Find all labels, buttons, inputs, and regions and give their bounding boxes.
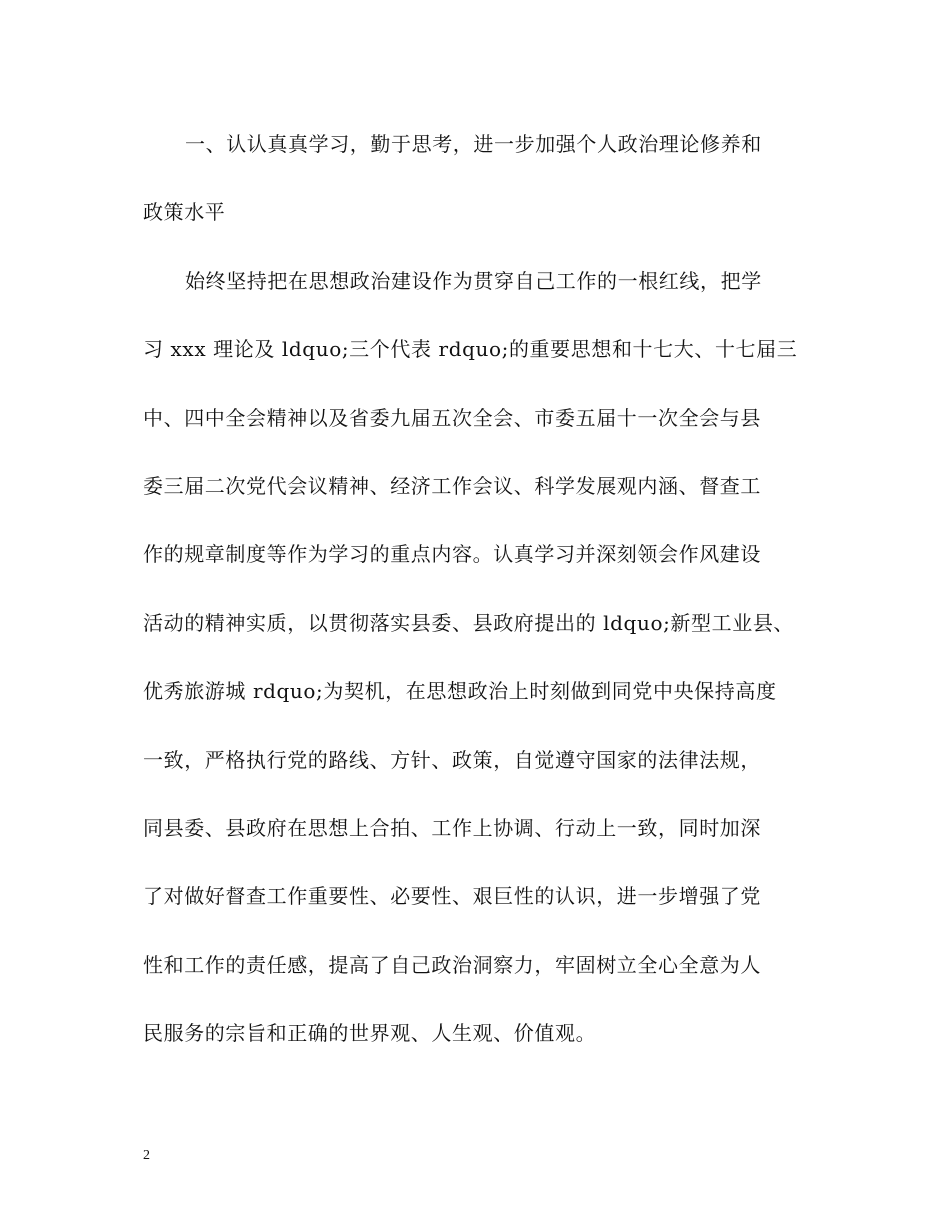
paragraph-line: 同县委、县政府在思想上合拍、工作上协调、行动上一致，同时加深 [143,815,761,840]
page-number: 2 [143,1148,150,1163]
section-heading-line-2: 政策水平 [143,200,226,225]
paragraph-line: 了对做好督查工作重要性、必要性、艰巨性的认识，进一步增强了党 [143,884,761,909]
paragraph-line: 习 xxx 理论及 ldquo;三个代表 rdquo;的重要思想和十七大、十七届三 [143,337,798,362]
section-heading-line-1: 一、认认真真学习，勤于思考，进一步加强个人政治理论修养和 [185,132,762,156]
paragraph-line: 委三届二次党代会议精神、经济工作会议、科学发展观内涵、督查工 [143,473,761,498]
paragraph-line: 作的规章制度等作为学习的重点内容。认真学习并深刻领会作风建设 [143,542,761,567]
paragraph-line: 始终坚持把在思想政治建设作为贯穿自己工作的一根红线，把学 [185,268,762,293]
body-text [143,120,823,1077]
paragraph-line: 民服务的宗旨和正确的世界观、人生观、价值观。 [143,1021,597,1046]
paragraph-line: 活动的精神实质，以贯彻落实县委、县政府提出的 ldquo;新型工业县、 [143,610,795,635]
paragraph-line: 一致，严格执行党的路线、方针、政策，自觉遵守国家的法律法规， [143,747,761,772]
paragraph-line: 中、四中全会精神以及省委九届五次全会、市委五届十一次全会与县 [143,405,761,430]
paragraph-line: 性和工作的责任感，提高了自己政治洞察力，牢固树立全心全意为人 [143,952,761,977]
paragraph-line: 优秀旅游城 rdquo;为契机，在思想政治上时刻做到同党中央保持高度 [143,679,777,704]
